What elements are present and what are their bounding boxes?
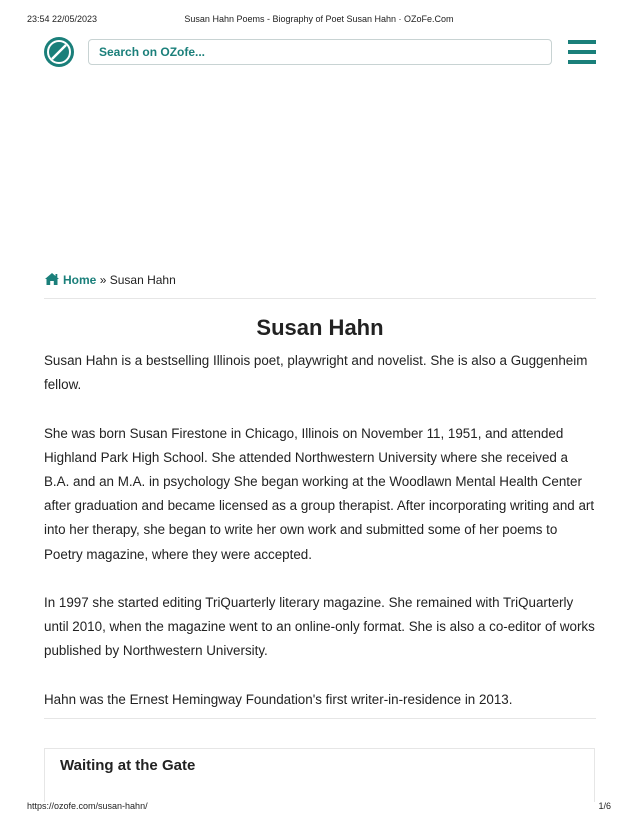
breadcrumb-current: Susan Hahn bbox=[109, 273, 176, 287]
print-url: https://ozofe.com/susan-hahn/ bbox=[27, 801, 148, 811]
breadcrumb-home-link[interactable]: Home bbox=[63, 273, 97, 287]
article-paragraph: Susan Hahn is a bestselling Illinois poet, playwright and novelist. She is also a Guggenheim fellow. bbox=[44, 353, 588, 393]
page-title: Susan Hahn bbox=[256, 315, 384, 340]
search-input[interactable]: Search on OZofe... bbox=[88, 39, 552, 65]
print-datetime: 23:54 22/05/2023 bbox=[27, 14, 98, 24]
divider bbox=[44, 298, 596, 299]
hamburger-menu-icon[interactable] bbox=[568, 40, 596, 64]
article-paragraph: In 1997 she started editing TriQuarterly literary magazine. She remained with TriQuarterly until 2010, when the magazine went to an online-only format. She is also a co-editor of works published by Northwestern University. bbox=[44, 595, 595, 659]
breadcrumb bbox=[44, 272, 176, 288]
article-paragraph: Hahn was the Ernest Hemingway Foundation's first writer-in-residence in 2013. bbox=[44, 691, 513, 707]
print-page-title: Susan Hahn Poems - Biography of Poet Susan Hahn · OZoFe.Com bbox=[184, 14, 454, 24]
print-page-number: 1/6 bbox=[598, 801, 611, 811]
ozofe-logo-icon[interactable] bbox=[44, 37, 74, 67]
site-header bbox=[44, 36, 596, 70]
poem-card[interactable] bbox=[44, 748, 595, 802]
article-body bbox=[44, 349, 596, 736]
divider bbox=[44, 718, 596, 719]
breadcrumb-separator: » bbox=[99, 273, 107, 287]
article-paragraph: She was born Susan Firestone in Chicago, Illinois on November 11, 1951, and attended Highland Park High School. She attended Northwestern University where she received a B.A. and an M.A. in psychology She began working at the Woodlawn Mental Health Center after graduation and became licensed as a group therapist. After incorporating writing and art into her therapy, she began to write her own work and submitted some of her poems to Poetry magazine, where they were accepted. bbox=[44, 425, 595, 562]
poem-title[interactable]: Waiting at the Gate bbox=[60, 757, 196, 774]
home-icon[interactable] bbox=[44, 272, 60, 290]
